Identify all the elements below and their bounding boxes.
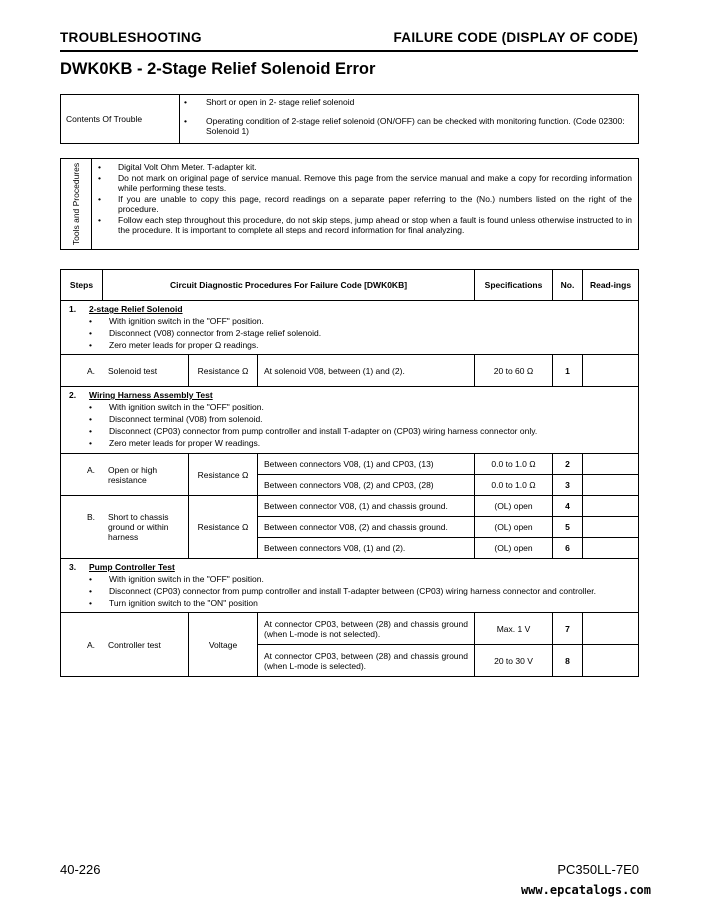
table-header-row [61,270,639,301]
section-row [61,559,639,613]
page-number: 40-226 [60,862,101,877]
bullet-icon: • [89,598,92,608]
list-item [98,162,632,173]
bullet-icon: • [89,402,92,412]
spec-value: (OL) open [475,517,553,538]
section-number: 2. [69,390,77,400]
test-description: At connector CP03, between (28) and chassis ground (when L-mode is selected). [258,645,475,677]
bullet-icon: • [184,97,187,107]
test-type-cell: Resistance Ω [189,496,258,559]
reading-field[interactable] [583,645,639,677]
bullet-icon: • [89,328,92,338]
reading-field[interactable] [583,613,639,645]
list-item [69,315,632,327]
spec-value: 20 to 30 V [475,645,553,677]
list-item-text: Disconnect (CP03) connector from pump controller and install T-adapter on (CP03) wiring harness connector only. [109,426,538,436]
contents-of-trouble-body [180,95,639,144]
table-row [61,613,639,645]
list-item [69,437,632,449]
section-title: Wiring Harness Assembly Test [89,390,213,400]
list-item-text: Do not mark on original page of service manual. Remove this page from the service manual and make a copy for recording information while performing these tests. [118,172,632,193]
tools-and-procedures-table [60,158,639,250]
test-letter: A. [87,639,96,650]
contents-of-trouble-label: Contents Of Trouble [61,95,180,144]
bullet-icon: • [89,426,92,436]
list-item-text: Disconnect (V08) connector from 2-stage relief solenoid. [109,328,322,338]
spec-value: (OL) open [475,538,553,559]
table-row [61,496,639,517]
section-row [61,387,639,454]
list-item [69,339,632,351]
reading-field[interactable] [583,496,639,517]
reading-field[interactable] [583,517,639,538]
reading-number: 7 [553,613,583,645]
test-description: Between connectors V08, (1) and (2). [258,538,475,559]
section-heading [69,304,632,315]
contents-of-trouble-table [60,94,639,144]
section-1-intro [61,301,639,355]
section-2-intro [61,387,639,454]
list-item-text: With ignition switch in the "OFF" position. [109,402,264,412]
reading-field[interactable] [583,475,639,496]
list-item [184,116,634,137]
bullet-icon: • [89,574,92,584]
reading-number: 2 [553,454,583,475]
section-heading [69,390,632,401]
bullet-icon: • [98,162,101,172]
test-description: Between connector V08, (2) and chassis ground. [258,517,475,538]
test-description: At connector CP03, between (28) and chassis ground (when L-mode is not selected). [258,613,475,645]
bullet-icon: • [89,438,92,448]
diagnostic-procedures-table [60,269,639,677]
test-name-cell [61,496,189,559]
section-row [61,301,639,355]
model-number: PC350LL-7E0 [557,862,639,877]
list-item-text: Zero meter leads for proper Ω readings. [109,340,259,350]
reading-field[interactable] [583,538,639,559]
reading-number: 5 [553,517,583,538]
list-item-text: Short or open in 2- stage relief solenoid [206,97,355,107]
spec-value: 0.0 to 1.0 Ω [475,454,553,475]
test-description: Between connectors V08, (1) and CP03, (13) [258,454,475,475]
table-row [61,454,639,475]
bullet-icon: • [89,414,92,424]
test-letter: A. [87,365,96,376]
reading-number: 4 [553,496,583,517]
tools-body [92,159,639,250]
spec-value: (OL) open [475,496,553,517]
bullet-icon: • [98,193,101,204]
list-item-text: Disconnect terminal (V08) from solenoid. [109,414,263,424]
list-item [98,215,632,236]
watermark-url[interactable]: www.epcatalogs.com [520,883,651,897]
header-specifications: Specifications [475,270,553,301]
list-item [98,194,632,215]
list-item-text: Follow each step throughout this procedure, do not skip steps, jump ahead or stop when a fault is found unless otherwise instructed to in the procedure. It is important to complete all steps and record information for final analyzing. [118,214,632,235]
test-type-cell: Voltage [189,613,258,677]
test-description: At solenoid V08, between (1) and (2). [258,355,475,387]
tools-side-label-cell [61,159,92,250]
spec-value: 0.0 to 1.0 Ω [475,475,553,496]
section-number: 3. [69,562,77,572]
spec-value: 20 to 60 Ω [475,355,553,387]
bullet-icon: • [98,172,101,183]
list-item [69,413,632,425]
reading-number: 6 [553,538,583,559]
header-section-title: TROUBLESHOOTING [60,30,202,45]
test-name: Short to chassis ground or within harness [108,512,169,542]
reading-number: 1 [553,355,583,387]
header-topic-title: FAILURE CODE (DISPLAY OF CODE) [393,30,638,45]
list-item-text: Operating condition of 2-stage relief solenoid (ON/OFF) can be checked with monitoring function. (Code 02300: Solenoid 1) [206,115,625,136]
test-name: Solenoid test [108,365,158,376]
reading-field[interactable] [583,454,639,475]
list-item-text: Zero meter leads for proper W readings. [109,438,261,448]
test-name-cell [61,355,189,387]
bullet-icon: • [98,214,101,225]
spec-value: Max. 1 V [475,613,553,645]
section-title: 2-stage Relief Solenoid [89,304,183,314]
section-heading [69,562,632,573]
test-type-cell: Resistance Ω [189,355,258,387]
list-item [69,425,632,437]
header-readings: Read-ings [583,270,639,301]
test-name: Open or high resistance [108,464,158,485]
list-item-text: With ignition switch in the "OFF" position. [109,574,264,584]
list-item-text: Disconnect (CP03) connector from pump controller and install T-adapter between (CP03) wiring harness connector and controller. [109,586,596,596]
bullet-icon: • [184,115,187,126]
bullet-icon: • [89,316,92,326]
list-item-text: Turn ignition switch to the "ON" position [109,598,258,608]
reading-number: 8 [553,645,583,677]
table-row [61,355,639,387]
list-item-text: With ignition switch in the "OFF" position. [109,316,264,326]
section-3-intro [61,559,639,613]
test-description: Between connector V08, (1) and chassis ground. [258,496,475,517]
list-item-text: Digital Volt Ohm Meter. T-adapter kit. [118,162,257,172]
section-title: Pump Controller Test [89,562,175,572]
list-item-text: If you are unable to copy this page, record readings on a separate paper referring to the (No.) numbers listed on the right of the procedure. [118,193,632,214]
test-letter: B. [87,512,96,522]
header-number: No. [553,270,583,301]
list-item [69,401,632,413]
test-description: Between connectors V08, (2) and CP03, (28) [258,475,475,496]
list-item [69,327,632,339]
page-header [60,30,638,52]
test-letter: A. [87,464,96,475]
list-item [98,173,632,194]
test-name-cell [61,454,189,496]
bullet-icon: • [89,340,92,350]
bullet-icon: • [89,586,92,596]
section-number: 1. [69,304,77,314]
header-steps: Steps [61,270,103,301]
list-item [69,597,632,609]
tools-label: Tools and Procedures [71,162,81,246]
reading-number: 3 [553,475,583,496]
header-procedure: Circuit Diagnostic Procedures For Failure Code [DWK0KB] [103,270,475,301]
list-item [69,573,632,585]
test-name: Controller test [108,639,161,650]
test-name-cell [61,613,189,677]
page-title: DWK0KB - 2-Stage Relief Solenoid Error [60,60,376,78]
reading-field[interactable] [583,355,639,387]
list-item [69,585,632,597]
test-type-cell: Resistance Ω [189,454,258,496]
list-item [184,97,634,108]
